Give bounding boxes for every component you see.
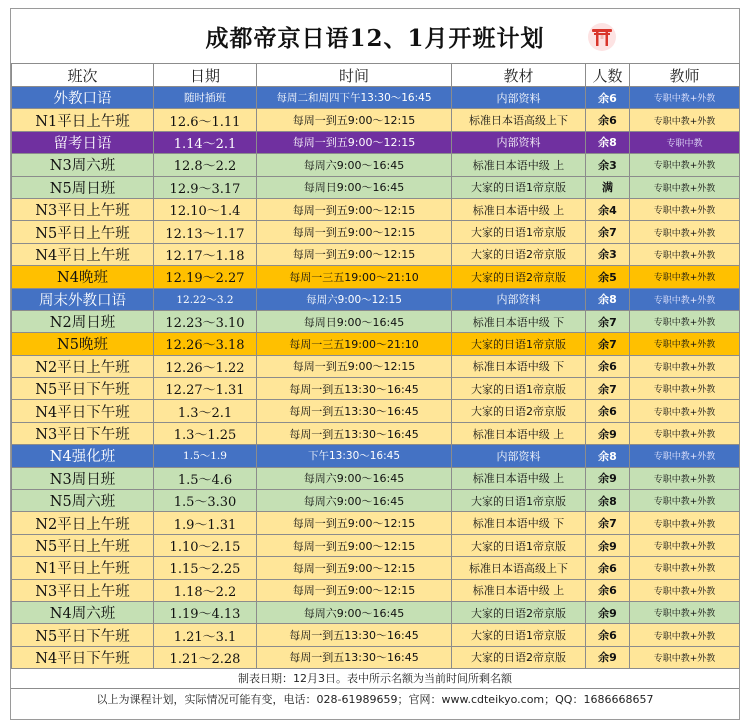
date-cell: 12.13～1.17 bbox=[154, 221, 257, 243]
textbook-cell: 标准日本语中级 上 bbox=[452, 154, 586, 176]
time-cell: 每周日9:00～16:45 bbox=[257, 176, 452, 198]
seats-cell: 余9 bbox=[586, 422, 630, 444]
teacher-cell: 专职中教+外教 bbox=[630, 333, 740, 355]
textbook-cell: 大家的日语1帝京版 bbox=[452, 490, 586, 512]
date-cell: 1.19～4.13 bbox=[154, 601, 257, 623]
class-name-cell: N3平日下午班 bbox=[12, 422, 154, 444]
seats-cell: 余4 bbox=[586, 198, 630, 220]
textbook-cell: 标准日本语中级 上 bbox=[452, 467, 586, 489]
textbook-cell: 标准日本语高级上下 bbox=[452, 557, 586, 579]
textbook-cell: 内部资料 bbox=[452, 445, 586, 467]
table-row bbox=[12, 87, 740, 109]
class-name-cell: N5平日上午班 bbox=[12, 534, 154, 556]
page-title: 成都帝京日语12、1月开班计划 bbox=[205, 24, 545, 52]
date-cell: 1.5～4.6 bbox=[154, 467, 257, 489]
teacher-cell: 专职中教+外教 bbox=[630, 445, 740, 467]
class-name-cell: N5平日下午班 bbox=[12, 378, 154, 400]
class-name-cell: N1平日上午班 bbox=[12, 557, 154, 579]
date-cell: 12.6～1.11 bbox=[154, 109, 257, 131]
textbook-cell: 大家的日语2帝京版 bbox=[452, 400, 586, 422]
table-row bbox=[12, 445, 740, 467]
table-row bbox=[12, 288, 740, 310]
teacher-cell: 专职中教+外教 bbox=[630, 467, 740, 489]
teacher-cell: 专职中教+外教 bbox=[630, 198, 740, 220]
table-row bbox=[12, 198, 740, 220]
teacher-cell: 专职中教 bbox=[630, 131, 740, 153]
schedule-sheet bbox=[10, 8, 740, 720]
date-cell: 1.5～3.30 bbox=[154, 490, 257, 512]
textbook-cell: 大家的日语2帝京版 bbox=[452, 243, 586, 265]
teacher-cell: 专职中教+外教 bbox=[630, 400, 740, 422]
date-cell: 1.5～1.9 bbox=[154, 445, 257, 467]
class-name-cell: 周末外教口语 bbox=[12, 288, 154, 310]
time-cell: 每周一到五9:00～12:15 bbox=[257, 579, 452, 601]
seats-cell: 余7 bbox=[586, 310, 630, 332]
teacher-cell: 专职中教+外教 bbox=[630, 624, 740, 646]
date-cell: 12.17～1.18 bbox=[154, 243, 257, 265]
class-name-cell: N2平日上午班 bbox=[12, 512, 154, 534]
textbook-cell: 大家的日语2帝京版 bbox=[452, 601, 586, 623]
class-name-cell: N5周日班 bbox=[12, 176, 154, 198]
teacher-cell: 专职中教+外教 bbox=[630, 422, 740, 444]
time-cell: 每周一到五9:00～12:15 bbox=[257, 534, 452, 556]
teacher-cell: 专职中教+外教 bbox=[630, 176, 740, 198]
teacher-cell: 专职中教+外教 bbox=[630, 243, 740, 265]
class-name-cell: N3周六班 bbox=[12, 154, 154, 176]
date-cell: 1.14～2.1 bbox=[154, 131, 257, 153]
seats-cell: 余6 bbox=[586, 557, 630, 579]
class-name-cell: N5平日上午班 bbox=[12, 221, 154, 243]
class-name-cell: N5周六班 bbox=[12, 490, 154, 512]
teacher-cell: 专职中教+外教 bbox=[630, 512, 740, 534]
table-row bbox=[12, 534, 740, 556]
table-row bbox=[12, 378, 740, 400]
seats-cell: 余7 bbox=[586, 221, 630, 243]
time-cell: 每周一到五13:30～16:45 bbox=[257, 422, 452, 444]
date-cell: 12.19～2.27 bbox=[154, 266, 257, 288]
time-cell: 每周一三五19:00～21:10 bbox=[257, 266, 452, 288]
date-cell: 随时插班 bbox=[154, 87, 257, 109]
date-cell: 12.8～2.2 bbox=[154, 154, 257, 176]
time-cell: 每周一到五9:00～12:15 bbox=[257, 557, 452, 579]
table-row bbox=[12, 512, 740, 534]
textbook-cell: 内部资料 bbox=[452, 131, 586, 153]
time-cell: 每周一三五19:00～21:10 bbox=[257, 333, 452, 355]
teacher-cell: 专职中教+外教 bbox=[630, 534, 740, 556]
table-row bbox=[12, 310, 740, 332]
date-cell: 1.21～2.28 bbox=[154, 646, 257, 668]
textbook-cell: 内部资料 bbox=[452, 288, 586, 310]
time-cell: 每周六9:00～16:45 bbox=[257, 601, 452, 623]
class-name-cell: 外教口语 bbox=[12, 87, 154, 109]
class-name-cell: N4平日上午班 bbox=[12, 243, 154, 265]
schedule-rows bbox=[12, 87, 740, 669]
textbook-cell: 大家的日语2帝京版 bbox=[452, 646, 586, 668]
teacher-cell: 专职中教+外教 bbox=[630, 557, 740, 579]
seats-cell: 余6 bbox=[586, 624, 630, 646]
time-cell: 每周六9:00～16:45 bbox=[257, 490, 452, 512]
time-cell: 每周一到五9:00～12:15 bbox=[257, 243, 452, 265]
date-cell: 12.26～1.22 bbox=[154, 355, 257, 377]
teacher-cell: 专职中教+外教 bbox=[630, 221, 740, 243]
teacher-cell: 专职中教+外教 bbox=[630, 378, 740, 400]
date-cell: 1.15～2.25 bbox=[154, 557, 257, 579]
time-cell: 每周一到五13:30～16:45 bbox=[257, 646, 452, 668]
header-row bbox=[12, 64, 740, 87]
time-cell: 每周一到五9:00～12:15 bbox=[257, 131, 452, 153]
date-cell: 1.3～1.25 bbox=[154, 422, 257, 444]
time-cell: 每周一到五9:00～12:15 bbox=[257, 221, 452, 243]
date-cell: 1.21～3.1 bbox=[154, 624, 257, 646]
class-name-cell: N4强化班 bbox=[12, 445, 154, 467]
table-row bbox=[12, 646, 740, 668]
seats-cell: 余5 bbox=[586, 266, 630, 288]
title-bar bbox=[11, 9, 739, 63]
teacher-cell: 专职中教+外教 bbox=[630, 87, 740, 109]
header-textbook: 教材 bbox=[452, 64, 586, 87]
class-name-cell: N3平日上午班 bbox=[12, 579, 154, 601]
teacher-cell: 专职中教+外教 bbox=[630, 266, 740, 288]
seats-cell: 余9 bbox=[586, 534, 630, 556]
seats-cell: 余8 bbox=[586, 445, 630, 467]
date-cell: 12.9～3.17 bbox=[154, 176, 257, 198]
class-name-cell: N4平日下午班 bbox=[12, 646, 154, 668]
textbook-cell: 标准日本语中级 下 bbox=[452, 512, 586, 534]
seats-cell: 余7 bbox=[586, 333, 630, 355]
textbook-cell: 大家的日语1帝京版 bbox=[452, 378, 586, 400]
textbook-cell: 大家的日语2帝京版 bbox=[452, 266, 586, 288]
textbook-cell: 标准日本语中级 上 bbox=[452, 198, 586, 220]
class-name-cell: N5晚班 bbox=[12, 333, 154, 355]
table-row bbox=[12, 109, 740, 131]
table-row bbox=[12, 221, 740, 243]
seats-cell: 余8 bbox=[586, 288, 630, 310]
textbook-cell: 大家的日语1帝京版 bbox=[452, 333, 586, 355]
teacher-cell: 专职中教+外教 bbox=[630, 355, 740, 377]
time-cell: 每周一到五9:00～12:15 bbox=[257, 512, 452, 534]
date-cell: 12.23～3.10 bbox=[154, 310, 257, 332]
date-cell: 12.10～1.4 bbox=[154, 198, 257, 220]
table-row bbox=[12, 131, 740, 153]
time-cell: 每周一到五9:00～12:15 bbox=[257, 198, 452, 220]
table-row bbox=[12, 355, 740, 377]
contact-info: 以上为课程计划，实际情况可能有变，电话：028-61989659；官网：www.cdteikyo.com；QQ：1686668657 bbox=[96, 693, 654, 707]
time-cell: 每周一到五9:00～12:15 bbox=[257, 355, 452, 377]
class-name-cell: N4周六班 bbox=[12, 601, 154, 623]
textbook-cell: 大家的日语1帝京版 bbox=[452, 624, 586, 646]
teacher-cell: 专职中教+外教 bbox=[630, 646, 740, 668]
seats-cell: 余6 bbox=[586, 355, 630, 377]
teacher-cell: 专职中教+外教 bbox=[630, 310, 740, 332]
textbook-cell: 标准日本语中级 上 bbox=[452, 579, 586, 601]
table-note: 制表日期：12月3日。表中所示名额为当前时间所剩名额 bbox=[11, 669, 739, 689]
table-row bbox=[12, 243, 740, 265]
class-name-cell: N3平日上午班 bbox=[12, 198, 154, 220]
seats-cell: 余8 bbox=[586, 490, 630, 512]
table-row bbox=[12, 154, 740, 176]
teacher-cell: 专职中教+外教 bbox=[630, 154, 740, 176]
table-row bbox=[12, 333, 740, 355]
table-row bbox=[12, 579, 740, 601]
class-name-cell: N2周日班 bbox=[12, 310, 154, 332]
teacher-cell: 专职中教+外教 bbox=[630, 579, 740, 601]
seats-cell: 余9 bbox=[586, 646, 630, 668]
table-row bbox=[12, 557, 740, 579]
textbook-cell: 标准日本语中级 下 bbox=[452, 355, 586, 377]
class-name-cell: 留考日语 bbox=[12, 131, 154, 153]
time-cell: 每周六9:00～16:45 bbox=[257, 467, 452, 489]
date-cell: 12.22～3.2 bbox=[154, 288, 257, 310]
seats-cell: 余6 bbox=[586, 579, 630, 601]
teacher-cell: 专职中教+外教 bbox=[630, 288, 740, 310]
date-cell: 1.9～1.31 bbox=[154, 512, 257, 534]
header-date: 日期 bbox=[154, 64, 257, 87]
seats-cell: 余6 bbox=[586, 109, 630, 131]
time-cell: 每周一到五13:30～16:45 bbox=[257, 378, 452, 400]
seats-cell: 余6 bbox=[586, 400, 630, 422]
time-cell: 每周二和周四下午13:30～16:45 bbox=[257, 87, 452, 109]
seats-cell: 余3 bbox=[586, 243, 630, 265]
textbook-cell: 内部资料 bbox=[452, 87, 586, 109]
schedule-table bbox=[11, 63, 740, 669]
table-row bbox=[12, 400, 740, 422]
seats-cell: 余7 bbox=[586, 512, 630, 534]
class-name-cell: N4平日下午班 bbox=[12, 400, 154, 422]
class-name-cell: N1平日上午班 bbox=[12, 109, 154, 131]
date-cell: 12.27～1.31 bbox=[154, 378, 257, 400]
date-cell: 1.18～2.2 bbox=[154, 579, 257, 601]
time-cell: 下午13:30～16:45 bbox=[257, 445, 452, 467]
teacher-cell: 专职中教+外教 bbox=[630, 109, 740, 131]
seats-cell: 余6 bbox=[586, 87, 630, 109]
seats-cell: 余3 bbox=[586, 154, 630, 176]
seats-cell: 余9 bbox=[586, 467, 630, 489]
date-cell: 12.26～3.18 bbox=[154, 333, 257, 355]
class-name-cell: N4晚班 bbox=[12, 266, 154, 288]
textbook-cell: 标准日本语中级 下 bbox=[452, 310, 586, 332]
table-row bbox=[12, 601, 740, 623]
textbook-cell: 大家的日语1帝京版 bbox=[452, 221, 586, 243]
date-cell: 1.3～2.1 bbox=[154, 400, 257, 422]
time-cell: 每周日9:00～16:45 bbox=[257, 310, 452, 332]
textbook-cell: 标准日本语高级上下 bbox=[452, 109, 586, 131]
table-row bbox=[12, 266, 740, 288]
header-time: 时间 bbox=[257, 64, 452, 87]
table-row bbox=[12, 422, 740, 444]
table-row bbox=[12, 490, 740, 512]
class-name-cell: N5平日下午班 bbox=[12, 624, 154, 646]
torii-gate-icon bbox=[587, 22, 617, 52]
time-cell: 每周一到五9:00～12:15 bbox=[257, 109, 452, 131]
date-cell: 1.10～2.15 bbox=[154, 534, 257, 556]
table-row bbox=[12, 176, 740, 198]
seats-cell: 余9 bbox=[586, 601, 630, 623]
time-cell: 每周六9:00～12:15 bbox=[257, 288, 452, 310]
header-class: 班次 bbox=[12, 64, 154, 87]
time-cell: 每周一到五13:30～16:45 bbox=[257, 400, 452, 422]
seats-cell: 满 bbox=[586, 176, 630, 198]
teacher-cell: 专职中教+外教 bbox=[630, 490, 740, 512]
class-name-cell: N3周日班 bbox=[12, 467, 154, 489]
header-teacher: 教师 bbox=[630, 64, 740, 87]
teacher-cell: 专职中教+外教 bbox=[630, 601, 740, 623]
textbook-cell: 标准日本语中级 上 bbox=[452, 422, 586, 444]
textbook-cell: 大家的日语1帝京版 bbox=[452, 176, 586, 198]
time-cell: 每周六9:00～16:45 bbox=[257, 154, 452, 176]
seats-cell: 余8 bbox=[586, 131, 630, 153]
header-seats: 人数 bbox=[586, 64, 630, 87]
seats-cell: 余7 bbox=[586, 378, 630, 400]
textbook-cell: 大家的日语1帝京版 bbox=[452, 534, 586, 556]
time-cell: 每周一到五13:30～16:45 bbox=[257, 624, 452, 646]
table-row bbox=[12, 624, 740, 646]
table-row bbox=[12, 467, 740, 489]
class-name-cell: N2平日上午班 bbox=[12, 355, 154, 377]
